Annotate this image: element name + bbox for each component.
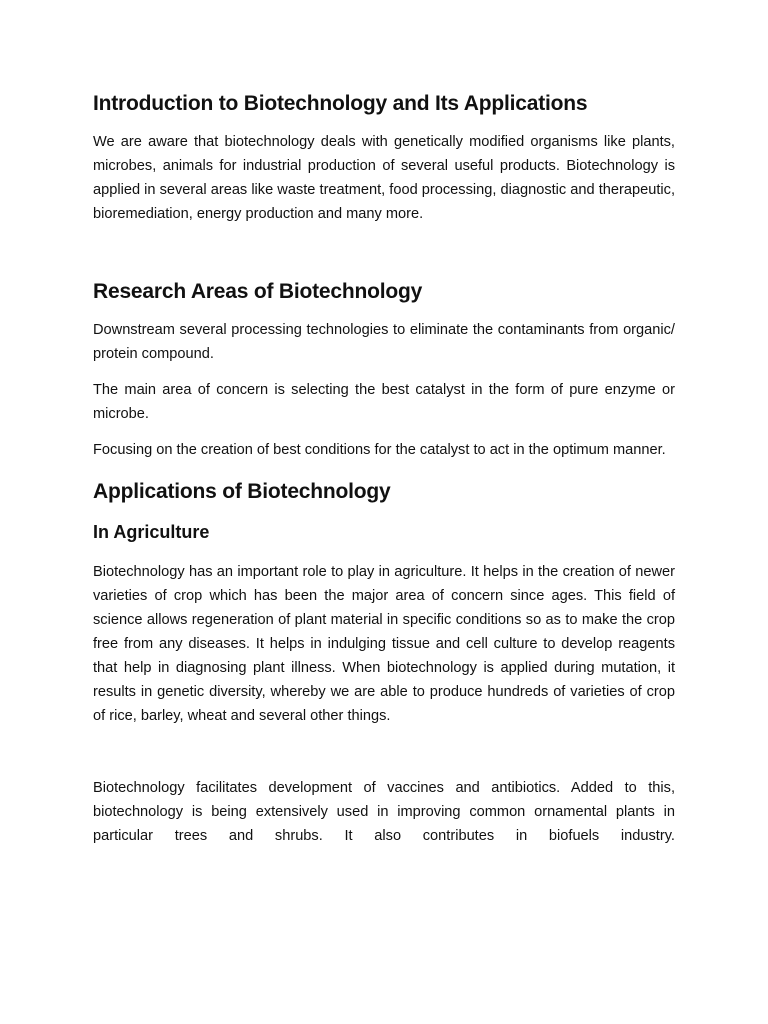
research-heading: Research Areas of Biotechnology bbox=[93, 280, 423, 303]
research-paragraph: The main area of concern is selecting the best catalyst in the form of pure enzyme or microbe. bbox=[93, 382, 675, 422]
applications-heading: Applications of Biotechnology bbox=[93, 480, 391, 503]
research-paragraph: Focusing on the creation of best conditions for the catalyst to act in the optimum manner. bbox=[93, 442, 666, 458]
intro-paragraph: We are aware that biotechnology deals with genetically modified organisms like plants, microbes, animals for industrial production of several useful products. Biotechnology is applied in several areas like waste treatment, food processing, diagnostic and therapeutic, bioremediation, energy production and many more. bbox=[93, 134, 675, 222]
document-page bbox=[93, 88, 675, 848]
document-title: Introduction to Biotechnology and Its Applications bbox=[93, 92, 588, 115]
research-paragraph: Downstream several processing technologies to eliminate the contaminants from organic/ protein compound. bbox=[93, 322, 675, 362]
agriculture-paragraph: Biotechnology facilitates development of vaccines and antibiotics. Added to this, biotechnology is being extensively used in improving common ornamental plants in particular trees and shrubs. It also contributes in biofuels industry. bbox=[93, 780, 675, 844]
agriculture-heading: In Agriculture bbox=[93, 522, 210, 542]
agriculture-paragraph: Biotechnology has an important role to play in agriculture. It helps in the creation of newer varieties of crop which has been the major area of concern since ages. This field of science allows regeneration of plant material in specific conditions so as to make the crop free from any diseases. It helps in indulging tissue and cell culture to develop reagents that help in diagnosing plant illness. When biotechnology is applied during mutation, it results in genetic diversity, whereby we are able to produce hundreds of varieties of crop of rice, barley, wheat and several other things. bbox=[93, 564, 675, 724]
